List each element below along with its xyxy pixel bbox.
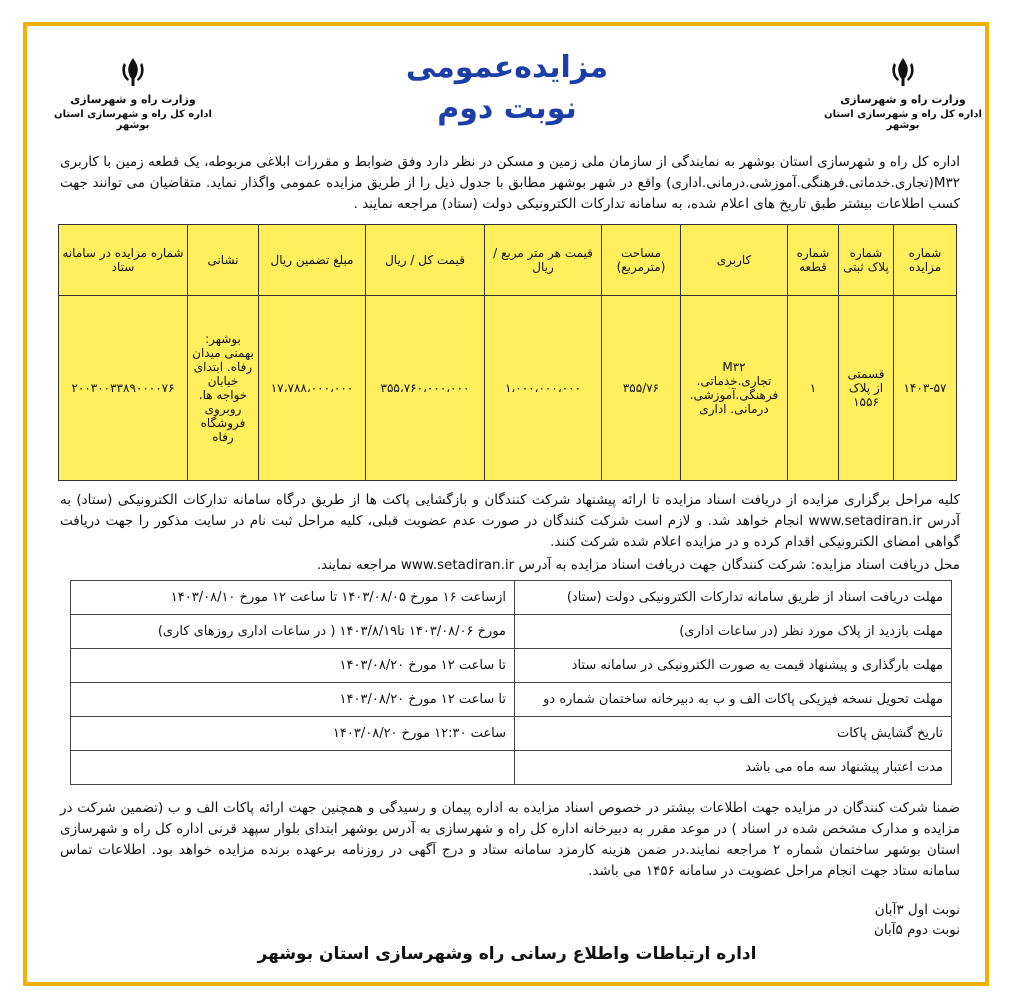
- table-row: [71, 751, 952, 785]
- additional-info-paragraph: ضمنا شرکت کنندگان در مزایده جهت اطلاعات بیشتر در خصوص اسناد مزایده به اداره پیمان و رسیدگی و همچنین جهت ارائه پاکات الف و ب (تضمین شرکت در مزایده و مدارک مشخص شده در اسناد ) در موعد مقرر به دبیرخانه اداره کل راه و شهرسازی به آدرس بوشهر ابتدای بلوار سپهد قرنی اداره کل راه و شهرسازی استان بوشهر ساختمان شماره ۲ مراجعه نمایند.در ضمن هزینه کارمزد سامانه ستاد و درج آگهی در روزنامه برعهده برنده مزایده خواهد بود. اطلاعات تماس سامانه ستاد جهت انجام مراحل عضویت در سامانه ۱۴۵۶ می باشد.: [60, 800, 960, 879]
- table-header-cell: قیمت هر متر مربع / ریال: [485, 225, 602, 296]
- table-header-cell: شماره مزایده: [894, 225, 957, 296]
- table-cell: ۱،۰۰۰،۰۰۰،۰۰۰: [485, 296, 602, 481]
- table-row: [71, 649, 952, 683]
- logo-left-line2: اداره کل راه و شهرسازی استان بوشهر: [54, 109, 212, 131]
- table-header-cell: نشانی: [188, 225, 259, 296]
- schedule-label: مهلت دریافت اسناد از طریق سامانه تدارکات الکترونیکی دولت (ستاد): [515, 581, 952, 615]
- title-line2: نوبت دوم: [437, 91, 577, 126]
- schedule-value: [71, 751, 515, 785]
- table-header-cell: مساحت (مترمربع): [602, 225, 681, 296]
- table-row: [71, 683, 952, 717]
- iran-emblem-icon: [886, 55, 920, 89]
- procedure-paragraph: کلیه مراحل برگزاری مزایده از دریافت اسناد مزایده تا ارائه پیشنهاد شرکت کنندگان و بازگشایی پاکت ها از طریق درگاه سامانه تدارکات الکترونیکی (ستاد) به آدرس www.setadiran.ir انجام خواهد شد. و لازم است شرکت کنندگان در صورت عدم عضویت قبلی، کلیه مراحل ثبت نام در سایت مذکور را جهت دریافت گواهی امضای الکترونیکی اقدام کرده و در مزایده اعلام شده شرکت کنند.: [60, 492, 960, 550]
- table-header-cell: شماره قطعه: [788, 225, 839, 296]
- table-row: [71, 717, 952, 751]
- table-header-row: [59, 225, 957, 296]
- schedule-label: مهلت بارگذاری و پیشنهاد قیمت به صورت الکترونیکی در سامانه ستاد: [515, 649, 952, 683]
- schedule-label: مهلت بازدید از پلاک مورد نظر (در ساعات اداری): [515, 615, 952, 649]
- intro-paragraph: اداره کل راه و شهرسازی استان بوشهر به نمایندگی از سازمان ملی زمین و مسکن در نظر دارد وفق ضوابط و مقررات ابلاغی مربوطه، یک قطعه زمین با کاربری M۳۲(تجاری.خدماتی.فرهنگی.آموزشی.درمانی.اداری) واقع در شهر بوشهر مطابق با جدول ذیل را از طریق مزایده عمومی واگذار نماید. متقاضیان می توانند جهت کسب اطلاعات بیشتر طبق تاریخ های اعلام شده، به سامانه تدارکات الکترونیکی دولت (ستاد) مراجعه نمایند .: [60, 154, 960, 212]
- table-header-cell: شماره پلاک ثبتی: [839, 225, 894, 296]
- table-row: [59, 296, 957, 481]
- table-row: [71, 615, 952, 649]
- schedule-value: مورخ ۱۴۰۳/۰۸/۰۶ تا۱۴۰۳/۸/۱۹ ( در ساعات اداری روزهای کاری): [71, 615, 515, 649]
- schedule-value: تا ساعت ۱۲ مورخ ۱۴۰۳/۰۸/۲۰: [71, 683, 515, 717]
- table-cell: ۱۴۰۳-۵۷: [894, 296, 957, 481]
- logo-right-line2: اداره کل راه و شهرسازی استان بوشهر: [824, 109, 982, 131]
- table-header-cell: مبلغ تضمین ریال: [259, 225, 366, 296]
- logo-left-line1: وزارت راه و شهرسازی: [70, 93, 196, 106]
- schedule-value: تا ساعت ۱۲ مورخ ۱۴۰۳/۰۸/۲۰: [71, 649, 515, 683]
- footer-office-name: اداره ارتباطات واطلاع رسانی راه وشهرسازی استان بوشهر: [257, 944, 757, 964]
- schedule-label: مهلت تحویل نسخه فیزیکی پاکات الف و ب به دبیرخانه ساختمان شماره دو: [515, 683, 952, 717]
- ministry-logo-left: [38, 55, 228, 131]
- table-row: [71, 581, 952, 615]
- logo-right-line1: وزارت راه و شهرسازی: [840, 93, 966, 106]
- table-cell: M۳۲ تجاری.خدماتی. فرهنگی.آموزشی. درمانی. اداری: [681, 296, 788, 481]
- ministry-logo-right: [808, 55, 998, 131]
- table-cell: ۲۰۰۳۰۰۳۳۸۹۰۰۰۰۷۶: [59, 296, 188, 481]
- schedule-table: [70, 580, 952, 785]
- schedule-label: مدت اعتبار پیشنهاد سه ماه می باشد: [515, 751, 952, 785]
- iran-emblem-icon: [116, 55, 150, 89]
- table-cell: ۱: [788, 296, 839, 481]
- second-round-date: نوبت دوم ۵آبان: [873, 922, 960, 938]
- auction-table: [58, 224, 957, 481]
- table-cell: بوشهر: بهمنی میدان رفاه. ابتدای خیابان خواجه ها. روبروی فروشگاه رفاه: [188, 296, 259, 481]
- documents-location: محل دریافت اسناد مزایده: شرکت کنندگان جهت دریافت اسناد مزایده به آدرس www.setadiran.ir مراجعه نمایند.: [316, 557, 960, 573]
- table-cell: ۳۵۵/۷۶: [602, 296, 681, 481]
- first-round-date: نوبت اول ۳آبان: [874, 902, 960, 918]
- table-cell: ۱۷،۷۸۸،۰۰۰،۰۰۰: [259, 296, 366, 481]
- notice-title: [300, 48, 714, 130]
- schedule-value: ازساعت ۱۶ مورخ ۱۴۰۳/۰۸/۰۵ تا ساعت ۱۲ مورخ ۱۴۰۳/۰۸/۱۰: [71, 581, 515, 615]
- schedule-label: تاریخ گشایش پاکات: [515, 717, 952, 751]
- title-line1: مزایده‌عمومی: [405, 50, 609, 85]
- table-header-cell: قیمت کل / ریال: [366, 225, 485, 296]
- table-cell: قسمتی از پلاک ۱۵۵۶: [839, 296, 894, 481]
- table-header-cell: شماره مزایده در سامانه ستاد: [59, 225, 188, 296]
- table-header-cell: کاربری: [681, 225, 788, 296]
- schedule-value: ساعت ۱۲:۳۰ مورخ ۱۴۰۳/۰۸/۲۰: [71, 717, 515, 751]
- table-cell: ۳۵۵،۷۶۰،۰۰۰،۰۰۰: [366, 296, 485, 481]
